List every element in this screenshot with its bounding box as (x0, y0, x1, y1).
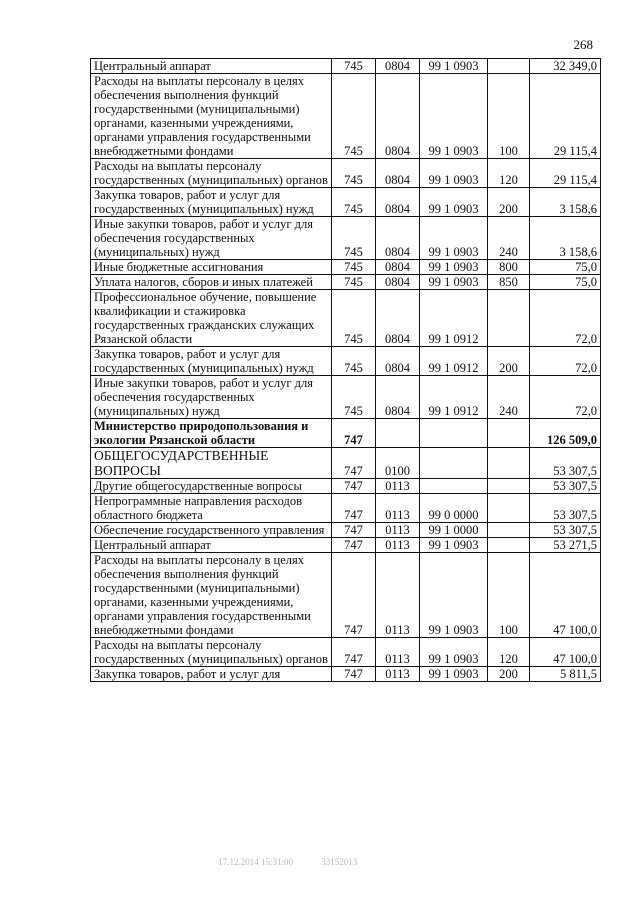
ministry-code-cell: 745 (332, 159, 376, 188)
target-code-cell: 99 1 0903 (420, 667, 488, 682)
amount-cell: 3 158,6 (530, 217, 601, 260)
target-code-cell (420, 479, 488, 494)
section-code-cell: 0100 (376, 448, 420, 479)
table-row (91, 217, 601, 260)
ministry-code-cell: 747 (332, 538, 376, 553)
page-footer (100, 856, 570, 870)
section-code-cell: 0804 (376, 260, 420, 275)
section-code-cell: 0113 (376, 553, 420, 638)
table-row (91, 538, 601, 553)
row-name-cell: Расходы на выплаты персоналу государственных (муниципальных) органов (91, 638, 332, 667)
ministry-code-cell: 745 (332, 275, 376, 290)
table-row (91, 59, 601, 74)
amount-cell: 32 349,0 (530, 59, 601, 74)
page-number: 268 (573, 37, 593, 52)
section-code-cell: 0113 (376, 667, 420, 682)
section-code-cell (376, 419, 420, 448)
footer-date: 17.12.2014 15:31:00 (218, 857, 294, 868)
row-name-cell: Иные закупки товаров, работ и услуг для обеспечения государственных (муниципальных) нужд (91, 217, 332, 260)
expense-type-cell: 800 (488, 260, 530, 275)
ministry-code-cell: 745 (332, 59, 376, 74)
table-row (91, 260, 601, 275)
amount-cell: 72,0 (530, 376, 601, 419)
amount-cell: 126 509,0 (530, 419, 601, 448)
expense-type-cell: 120 (488, 159, 530, 188)
row-name-cell: Расходы на выплаты персоналу государственных (муниципальных) органов (91, 159, 332, 188)
amount-cell: 5 811,5 (530, 667, 601, 682)
section-code-cell: 0804 (376, 159, 420, 188)
target-code-cell: 99 1 0912 (420, 376, 488, 419)
ministry-code-cell: 745 (332, 188, 376, 217)
row-name-cell: Центральный аппарат (91, 59, 332, 74)
expense-type-cell: 100 (488, 74, 530, 159)
section-code-cell: 0804 (376, 74, 420, 159)
footer-doc-id: 33152013 (321, 857, 358, 868)
expense-type-cell (488, 448, 530, 479)
ministry-code-cell: 747 (332, 667, 376, 682)
expense-type-cell: 850 (488, 275, 530, 290)
ministry-code-cell: 745 (332, 290, 376, 347)
ministry-code-cell: 747 (332, 523, 376, 538)
target-code-cell: 99 1 0903 (420, 553, 488, 638)
target-code-cell: 99 0 0000 (420, 494, 488, 523)
amount-cell: 47 100,0 (530, 638, 601, 667)
table-row (91, 74, 601, 159)
row-name-cell: Расходы на выплаты персоналу в целях обеспечения выполнения функций государственными (муниципальными) органами, казенными учреждениями, органами управления государственными внебюджетными фондами (91, 74, 332, 159)
amount-cell: 29 115,4 (530, 74, 601, 159)
target-code-cell: 99 1 0903 (420, 538, 488, 553)
amount-cell: 53 307,5 (530, 523, 601, 538)
budget-table (90, 58, 601, 682)
section-code-cell: 0113 (376, 638, 420, 667)
row-name-cell: Профессиональное обучение, повышение квалификации и стажировка государственных гражданских служащих Рязанской области (91, 290, 332, 347)
expense-type-cell: 120 (488, 638, 530, 667)
target-code-cell (420, 448, 488, 479)
target-code-cell: 99 1 0903 (420, 188, 488, 217)
table-row (91, 275, 601, 290)
section-code-cell: 0113 (376, 479, 420, 494)
ministry-code-cell: 747 (332, 448, 376, 479)
amount-cell: 75,0 (530, 260, 601, 275)
ministry-code-cell: 747 (332, 553, 376, 638)
row-name-cell: Непрограммные направления расходов областного бюджета (91, 494, 332, 523)
target-code-cell: 99 1 0000 (420, 523, 488, 538)
row-name-cell: ОБЩЕГОСУДАРСТВЕННЫЕ ВОПРОСЫ (91, 448, 332, 479)
row-name-cell: Закупка товаров, работ и услуг для государственных (муниципальных) нужд (91, 188, 332, 217)
section-code-cell: 0113 (376, 538, 420, 553)
target-code-cell: 99 1 0912 (420, 290, 488, 347)
section-code-cell: 0804 (376, 217, 420, 260)
expense-type-cell: 240 (488, 217, 530, 260)
amount-cell: 47 100,0 (530, 553, 601, 638)
expense-type-cell: 240 (488, 376, 530, 419)
target-code-cell: 99 1 0903 (420, 638, 488, 667)
table-row (91, 494, 601, 523)
table-row (91, 479, 601, 494)
table-row (91, 347, 601, 376)
target-code-cell: 99 1 0903 (420, 260, 488, 275)
row-name-cell: Центральный аппарат (91, 538, 332, 553)
section-code-cell: 0804 (376, 290, 420, 347)
section-code-cell: 0804 (376, 376, 420, 419)
section-code-cell: 0804 (376, 59, 420, 74)
expense-type-cell (488, 59, 530, 74)
target-code-cell: 99 1 0903 (420, 159, 488, 188)
ministry-code-cell: 747 (332, 494, 376, 523)
table-row (91, 290, 601, 347)
table-row (91, 448, 601, 479)
ministry-code-cell: 747 (332, 419, 376, 448)
ministry-code-cell: 745 (332, 74, 376, 159)
row-name-cell: Иные бюджетные ассигнования (91, 260, 332, 275)
ministry-code-cell: 745 (332, 217, 376, 260)
amount-cell: 72,0 (530, 347, 601, 376)
expense-type-cell (488, 419, 530, 448)
row-name-cell: Закупка товаров, работ и услуг для государственных (муниципальных) нужд (91, 347, 332, 376)
section-code-cell: 0804 (376, 188, 420, 217)
expense-type-cell: 100 (488, 553, 530, 638)
row-name-cell: Расходы на выплаты персоналу в целях обеспечения выполнения функций государственными (муниципальными) органами, казенными учреждениями, органами управления государственными внебюджетными фондами (91, 553, 332, 638)
target-code-cell: 99 1 0903 (420, 217, 488, 260)
table-row (91, 376, 601, 419)
target-code-cell (420, 419, 488, 448)
ministry-code-cell: 745 (332, 260, 376, 275)
expense-type-cell (488, 538, 530, 553)
ministry-code-cell: 745 (332, 376, 376, 419)
target-code-cell: 99 1 0912 (420, 347, 488, 376)
table-row (91, 188, 601, 217)
expense-type-cell: 200 (488, 667, 530, 682)
row-name-cell: Обеспечение государственного управления (91, 523, 332, 538)
row-name-cell: Закупка товаров, работ и услуг для (91, 667, 332, 682)
section-code-cell: 0804 (376, 347, 420, 376)
amount-cell: 72,0 (530, 290, 601, 347)
row-name-cell: Уплата налогов, сборов и иных платежей (91, 275, 332, 290)
table-row (91, 419, 601, 448)
row-name-cell: Иные закупки товаров, работ и услуг для обеспечения государственных (муниципальных) нужд (91, 376, 332, 419)
amount-cell: 53 307,5 (530, 448, 601, 479)
table-row (91, 667, 601, 682)
expense-type-cell: 200 (488, 347, 530, 376)
row-name-cell: Другие общегосударственные вопросы (91, 479, 332, 494)
target-code-cell: 99 1 0903 (420, 275, 488, 290)
ministry-code-cell: 747 (332, 479, 376, 494)
budget-table-body (91, 59, 601, 682)
section-code-cell: 0113 (376, 523, 420, 538)
table-row (91, 638, 601, 667)
row-name-cell: Министерство природопользования и экологии Рязанской области (91, 419, 332, 448)
amount-cell: 3 158,6 (530, 188, 601, 217)
expense-type-cell: 200 (488, 188, 530, 217)
amount-cell: 29 115,4 (530, 159, 601, 188)
ministry-code-cell: 747 (332, 638, 376, 667)
amount-cell: 53 307,5 (530, 494, 601, 523)
amount-cell: 75,0 (530, 275, 601, 290)
table-row (91, 523, 601, 538)
table-row (91, 159, 601, 188)
scan-stamp-mark (100, 856, 190, 870)
expense-type-cell (488, 523, 530, 538)
amount-cell: 53 307,5 (530, 479, 601, 494)
amount-cell: 53 271,5 (530, 538, 601, 553)
table-row (91, 553, 601, 638)
target-code-cell: 99 1 0903 (420, 59, 488, 74)
section-code-cell: 0113 (376, 494, 420, 523)
ministry-code-cell: 745 (332, 347, 376, 376)
expense-type-cell (488, 479, 530, 494)
expense-type-cell (488, 290, 530, 347)
section-code-cell: 0804 (376, 275, 420, 290)
target-code-cell: 99 1 0903 (420, 74, 488, 159)
expense-type-cell (488, 494, 530, 523)
